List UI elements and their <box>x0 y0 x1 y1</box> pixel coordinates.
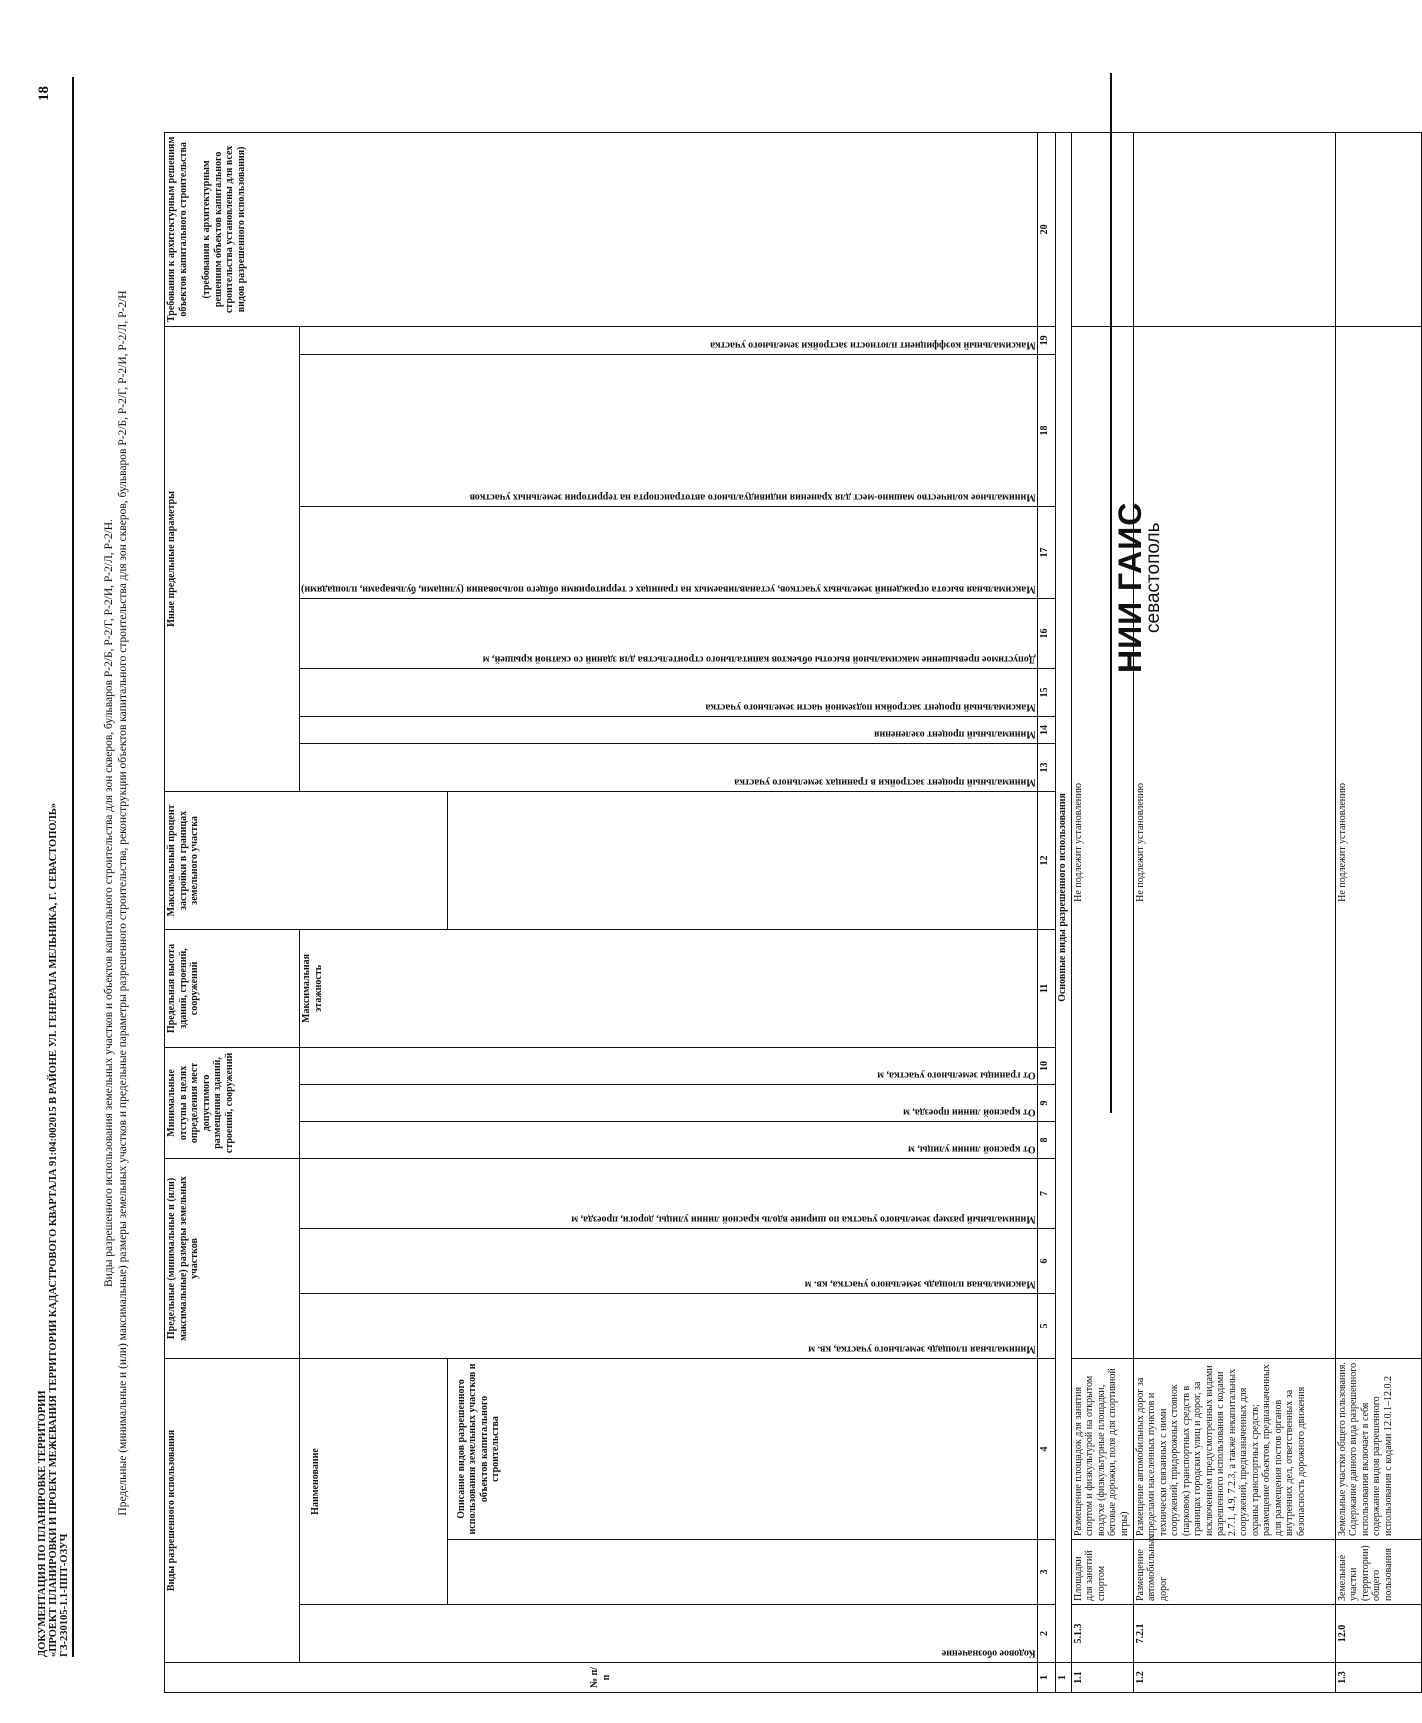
row-name: Земельные участки (территории) общего пользования <box>1335 1540 1421 1605</box>
header-height: Предельная высота зданий, строений, сооружений <box>165 929 300 1047</box>
header-underground: Максимальный процент застройки подземной части земельного участка <box>300 668 1038 716</box>
section-title: Основные виды разрешенного использования <box>1055 132 1071 1662</box>
colnum: 9 <box>1037 1084 1055 1121</box>
logo-title: НИИ ГАИС <box>1112 501 1148 673</box>
header-name: Наименование <box>300 1358 448 1604</box>
row-name: Размещение автомобильных дорог <box>1133 1540 1335 1605</box>
row-desc: Размещение автомобильных дорог за пределами населенных пунктов и технически связанных с ними сооружений, придорожных стоянок (парковок) транспортных средств в границах городских улиц и дорог, за исключением предусмотренных видами разрешенного использования с кодами 2.7.1, 4.9, 7.2.3, а также некапитальных сооружений, предназначенных для охраны транспортных средств; размещение объектов, предназначенных для размещения постов органов внутренних дел, ответственных за безопасность дорожного движения <box>1133 1358 1335 1539</box>
header-min-area: Минимальная площадь земельного участка, кв. м <box>300 1293 1038 1358</box>
regulations-table <box>164 132 1422 1693</box>
colnum: 4 <box>1037 1358 1055 1539</box>
header-num: № п/п <box>165 1663 1038 1693</box>
header-other: Иные предельные параметры <box>165 326 300 791</box>
header-min-width: Минимальный размер земельного участка по ширине вдоль красной линии улицы, дороги, проезда, м <box>300 1158 1038 1228</box>
colnum: 19 <box>1037 326 1055 354</box>
header-line-2: «ПРОЕКТ ПЛАНИРОВКИ И ПРОЕКТ МЕЖЕВАНИЯ ТЕРРИТОРИИ КАДАСТРОВОГО КВАРТАЛА 91:04:002015 В РАЙОНЕ УЛ. ГЕНЕРАЛА МЕЛЬНИКА, Г. СЕВАСТОПОЛЬ» <box>48 802 59 1657</box>
title-line-2: Предельные (минимальные и (или) максимальные) размеры земельных участков и предельные параметры разрешенного строительства, реконструкции объектов капитального строительства для зон скверов, бульваров Р-2/Б, Р-2/Г, Р-2/И, Р-2/Л, Р-2/Н <box>117 290 129 1516</box>
row-desc: Размещение площадок для занятия спортом и физкультурой на открытом воздухе (физкультурные площадки, беговые дорожки, поля для спортивной игры) <box>1071 1358 1133 1539</box>
colnum: 7 <box>1037 1158 1055 1228</box>
header-setback-pass: От красной линии проезда, м <box>300 1084 1038 1121</box>
colnum: 20 <box>1037 132 1055 326</box>
header-parking: Минимальное количество машино-мест для хранения индивидуального автотранспорта на территории земельных участков <box>300 354 1038 506</box>
row-code: 5.1.3 <box>1071 1605 1133 1663</box>
header-sizes: Предельные (минимальные и (или) максимальные) размеры земельных участков <box>165 1158 300 1358</box>
header-max-area: Максимальная площадь земельного участка, кв. м <box>300 1228 1038 1293</box>
header-green: Минимальный процент озеленения <box>300 716 1038 743</box>
colnum: 16 <box>1037 598 1055 668</box>
header-setbacks: Минимальные отступы в целях определения мест допустимого размещения зданий, строений, сооружений <box>165 1047 300 1158</box>
section-num: 1 <box>1055 1663 1071 1693</box>
colnum: 15 <box>1037 668 1055 716</box>
header-rule <box>72 77 74 1657</box>
colnum: 13 <box>1037 743 1055 791</box>
section-row <box>1055 132 1071 1692</box>
row-desc: Земельные участки общего пользования. Содержание данного вида разрешенного использования включает в себя содержание видов разрешенного использования с кодами 12.0.1–12.0.2 <box>1335 1358 1421 1539</box>
header-density: Максимальный коэффициент плотности застройки земельного участка <box>300 326 1038 354</box>
colnum: 1 <box>1037 1663 1055 1693</box>
colnum: 5 <box>1037 1293 1055 1358</box>
header-line-3: ГЗ-230105-1.1-ППТ-ОЗУЧ <box>59 1533 70 1657</box>
header-setback-border: От границы земельного участка, м <box>300 1047 1038 1084</box>
row-params: Не подлежит установлению <box>1071 326 1133 1358</box>
table-title <box>102 253 130 1553</box>
row-arch <box>1335 132 1421 326</box>
row-code: 7.2.1 <box>1133 1605 1335 1663</box>
colnum: 3 <box>1037 1540 1055 1605</box>
page-number: 18 <box>36 86 52 101</box>
header-maxpct-sub <box>447 791 1037 929</box>
table-row <box>1071 132 1133 1692</box>
header-fence: Максимальная высота ограждений земельных участков, устанавливаемых на границах с территориями общего пользования (улицами, бульварами, площадями) <box>300 506 1038 598</box>
row-code: 12.0 <box>1335 1605 1421 1663</box>
header-name-sub <box>447 1540 1037 1605</box>
row-num: 1.3 <box>1335 1663 1421 1693</box>
colnum: 11 <box>1037 929 1055 1047</box>
header-line-1: ДОКУМЕНТАЦИЯ ПО ПЛАНИРОВКЕ ТЕРРИТОРИИ <box>37 1390 48 1657</box>
logo-subtitle: севастополь <box>1143 522 1164 633</box>
document-header <box>37 757 70 1657</box>
colnum: 14 <box>1037 716 1055 743</box>
row-num: 1.1 <box>1071 1663 1133 1693</box>
header-setback-street: От красной линии улицы, м <box>300 1121 1038 1158</box>
header-vri: Виды разрешенного использования <box>165 1358 300 1662</box>
row-params: Не подлежит установлению <box>1335 326 1421 1358</box>
header-arch-note: (требования к архитектурным решениям объектов капитального строительства установлены для всех видов разрешенного использования) <box>201 145 247 314</box>
colnum: 8 <box>1037 1121 1055 1158</box>
table-row <box>1133 132 1335 1692</box>
header-min-percent: Минимальный процент застройки в границах земельного участка <box>300 743 1038 791</box>
colnum: 10 <box>1037 1047 1055 1084</box>
colnum: 6 <box>1037 1228 1055 1293</box>
company-logo <box>1112 502 1165 673</box>
column-numbers-row <box>1037 132 1055 1692</box>
row-params: Не подлежит установлению <box>1133 326 1335 1358</box>
header-max-percent: Максимальный процент застройки в границах земельного участка <box>165 791 448 929</box>
header-floors: Максимальная этажность <box>300 929 1038 1047</box>
colnum: 2 <box>1037 1605 1055 1663</box>
header-code: Кодовое обозначение <box>300 1605 1038 1663</box>
header-desc: Описание видов разрешенного использования земельных участков и объектов капитального строительства <box>447 1358 1037 1539</box>
row-num: 1.2 <box>1133 1663 1335 1693</box>
header-arch <box>165 132 1038 326</box>
row-arch <box>1071 132 1133 326</box>
header-arch-title: Требования к архитектурным решениям объектов капитального строительства <box>166 136 189 323</box>
colnum: 17 <box>1037 506 1055 598</box>
row-name: Площадки для занятий спортом <box>1071 1540 1133 1605</box>
header-exceed: Допустимое превышение максимальной высоты объектов капитального строительства для зданий со скатной крышей, м <box>300 598 1038 668</box>
title-line-1: Виды разрешенного использования земельных участков и объектов капитального строительства для зон скверов, бульваров Р-2/Б, Р-2/Г, Р-2/И, Р-2/Л, Р-2/Н. <box>103 519 115 1287</box>
colnum: 18 <box>1037 354 1055 506</box>
table-row <box>1335 132 1421 1692</box>
row-arch <box>1133 132 1335 326</box>
colnum: 12 <box>1037 791 1055 929</box>
